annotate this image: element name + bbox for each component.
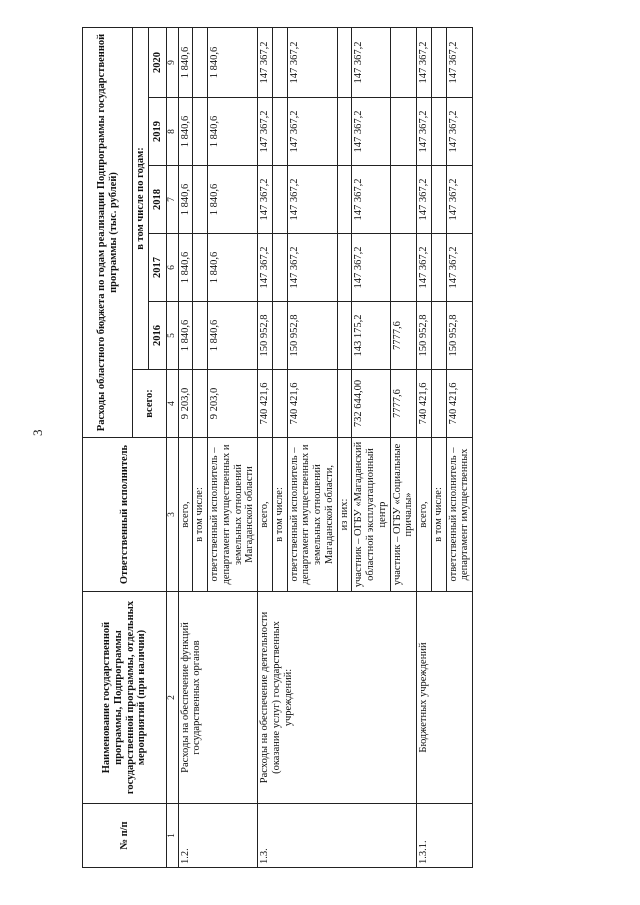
value-cell bbox=[337, 98, 352, 166]
value-cell bbox=[431, 234, 446, 302]
value-cell bbox=[272, 166, 287, 234]
value-cell: 147 367,2 bbox=[446, 28, 473, 98]
row-executor: участник – ОГБУ «Магаданский областной эксплуатационный центр bbox=[352, 438, 390, 592]
value-cell: 147 367,2 bbox=[352, 98, 390, 166]
column-index: 1 bbox=[167, 804, 179, 868]
header-year: 2019 bbox=[149, 98, 167, 166]
value-cell: 150 952,8 bbox=[417, 302, 432, 370]
column-index: 7 bbox=[167, 166, 179, 234]
value-cell bbox=[337, 370, 352, 438]
value-cell: 740 421,6 bbox=[258, 370, 273, 438]
value-cell bbox=[272, 98, 287, 166]
value-cell: 150 952,8 bbox=[446, 302, 473, 370]
page-number: 3 bbox=[30, 429, 45, 436]
value-cell: 1 840,6 bbox=[208, 28, 258, 98]
column-index: 8 bbox=[167, 98, 179, 166]
column-index: 4 bbox=[167, 370, 179, 438]
value-cell: 147 367,2 bbox=[352, 28, 390, 98]
value-cell: 147 367,2 bbox=[417, 98, 432, 166]
table-row bbox=[178, 28, 193, 868]
value-cell bbox=[431, 166, 446, 234]
value-cell bbox=[337, 234, 352, 302]
value-cell: 147 367,2 bbox=[258, 28, 273, 98]
value-cell: 1 840,6 bbox=[208, 166, 258, 234]
value-cell: 1 840,6 bbox=[208, 302, 258, 370]
header-including: в том числе по годам: bbox=[133, 28, 149, 370]
column-index: 5 bbox=[167, 302, 179, 370]
value-cell: 1 840,6 bbox=[178, 166, 193, 234]
row-executor: всего, bbox=[258, 438, 273, 592]
value-cell: 1 840,6 bbox=[178, 302, 193, 370]
value-cell bbox=[272, 28, 287, 98]
value-cell: 7777,6 bbox=[390, 370, 417, 438]
table-row bbox=[258, 28, 273, 868]
value-cell: 147 367,2 bbox=[258, 166, 273, 234]
value-cell bbox=[193, 234, 208, 302]
value-cell bbox=[337, 302, 352, 370]
value-cell: 147 367,2 bbox=[352, 234, 390, 302]
value-cell: 147 367,2 bbox=[417, 234, 432, 302]
value-cell: 740 421,6 bbox=[417, 370, 432, 438]
column-index: 9 bbox=[167, 28, 179, 98]
header-executor: Ответственный исполнитель bbox=[83, 438, 167, 592]
column-index-row bbox=[167, 28, 179, 868]
row-num: 1.3.1. bbox=[417, 804, 473, 868]
value-cell: 147 367,2 bbox=[352, 166, 390, 234]
value-cell bbox=[337, 28, 352, 98]
value-cell: 732 644,00 bbox=[352, 370, 390, 438]
header-year: 2020 bbox=[149, 28, 167, 98]
value-cell: 147 367,2 bbox=[287, 98, 337, 166]
value-cell: 147 367,2 bbox=[446, 166, 473, 234]
value-cell bbox=[272, 370, 287, 438]
value-cell bbox=[337, 166, 352, 234]
rotated-table-container bbox=[82, 28, 552, 868]
header-year: 2018 bbox=[149, 166, 167, 234]
table-row bbox=[417, 28, 432, 868]
row-executor: в том числе: bbox=[272, 438, 287, 592]
column-index: 6 bbox=[167, 234, 179, 302]
value-cell: 1 840,6 bbox=[208, 98, 258, 166]
header-year: 2016 bbox=[149, 302, 167, 370]
header-total: всего: bbox=[133, 370, 167, 438]
value-cell: 150 952,8 bbox=[287, 302, 337, 370]
row-num: 1.2. bbox=[178, 804, 258, 868]
value-cell: 1 840,6 bbox=[178, 28, 193, 98]
value-cell: 740 421,6 bbox=[446, 370, 473, 438]
row-executor: в том числе: bbox=[431, 438, 446, 592]
row-executor: в том числе: bbox=[193, 438, 208, 592]
row-executor: всего, bbox=[178, 438, 193, 592]
value-cell: 1 840,6 bbox=[208, 234, 258, 302]
value-cell: 7777,6 bbox=[390, 302, 417, 370]
header-name: Наименование государственной программы, Подпрограммы государственной программы, отдельных мероприятий (при наличии) bbox=[83, 592, 167, 804]
value-cell: 147 367,2 bbox=[417, 166, 432, 234]
value-cell: 9 203,0 bbox=[178, 370, 193, 438]
row-executor: из них: bbox=[337, 438, 352, 592]
column-index: 3 bbox=[167, 438, 179, 592]
value-cell: 147 367,2 bbox=[287, 234, 337, 302]
budget-table bbox=[82, 27, 473, 868]
value-cell bbox=[390, 98, 417, 166]
row-num: 1.3. bbox=[258, 804, 417, 868]
value-cell bbox=[390, 234, 417, 302]
header-num: № п/п bbox=[83, 804, 167, 868]
row-name: Расходы на обеспечение деятельности (оказание услуг) государственных учреждений: bbox=[258, 592, 417, 804]
value-cell bbox=[431, 370, 446, 438]
value-cell: 9 203,0 bbox=[208, 370, 258, 438]
row-executor: ответственный исполнитель – департамент имущественных и земельных отношений Магаданской области, bbox=[287, 438, 337, 592]
column-index: 2 bbox=[167, 592, 179, 804]
value-cell bbox=[390, 166, 417, 234]
row-executor: ответственный исполнитель – департамент имущественных bbox=[446, 438, 473, 592]
value-cell bbox=[431, 28, 446, 98]
value-cell bbox=[390, 28, 417, 98]
value-cell bbox=[193, 98, 208, 166]
value-cell: 147 367,2 bbox=[446, 234, 473, 302]
row-executor: участник – ОГБУ «Социальные причалы» bbox=[390, 438, 417, 592]
value-cell: 1 840,6 bbox=[178, 98, 193, 166]
value-cell: 147 367,2 bbox=[417, 28, 432, 98]
value-cell: 147 367,2 bbox=[258, 98, 273, 166]
value-cell bbox=[431, 98, 446, 166]
value-cell bbox=[193, 166, 208, 234]
value-cell bbox=[193, 370, 208, 438]
value-cell: 143 175,2 bbox=[352, 302, 390, 370]
row-executor: ответственный исполнитель – департамент имущественных и земельных отношений Магаданской области bbox=[208, 438, 258, 592]
value-cell: 147 367,2 bbox=[287, 166, 337, 234]
value-cell: 1 840,6 bbox=[178, 234, 193, 302]
value-cell bbox=[272, 302, 287, 370]
header-year: 2017 bbox=[149, 234, 167, 302]
value-cell bbox=[272, 234, 287, 302]
header-expenses: Расходы областного бюджета по годам реализации Подпрограммы государственной программы (тыс. рублей) bbox=[83, 28, 133, 438]
value-cell: 740 421,6 bbox=[287, 370, 337, 438]
value-cell bbox=[431, 302, 446, 370]
value-cell: 147 367,2 bbox=[287, 28, 337, 98]
row-executor: всего, bbox=[417, 438, 432, 592]
value-cell: 150 952,8 bbox=[258, 302, 273, 370]
value-cell: 147 367,2 bbox=[258, 234, 273, 302]
row-name: Расходы на обеспечение функций государственных органов bbox=[178, 592, 258, 804]
value-cell bbox=[193, 28, 208, 98]
row-name: Бюджетных учреждений bbox=[417, 592, 473, 804]
value-cell: 147 367,2 bbox=[446, 98, 473, 166]
value-cell bbox=[193, 302, 208, 370]
